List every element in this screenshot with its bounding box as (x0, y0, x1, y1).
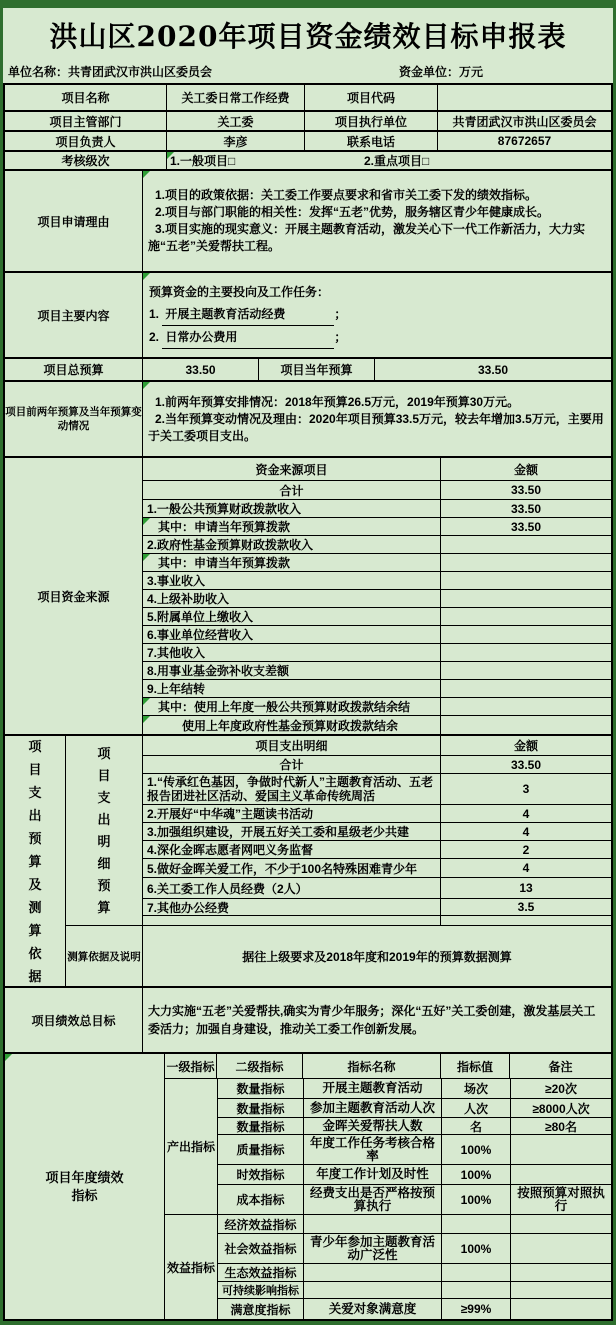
indicator-name: 金晖关爱帮扶人数 (304, 1118, 442, 1134)
grade-option-general-checkbox[interactable]: 1.一般项目□ (170, 154, 236, 168)
apply-reason-label: 项目申请理由 (5, 171, 143, 271)
dept-label: 项目主管部门 (5, 112, 167, 130)
indicator-row (218, 1185, 611, 1215)
funding-item: 使用上年度政府性基金预算财政拨款结余 (143, 716, 441, 734)
indicator-name: 开展主题教育活动 (304, 1079, 442, 1098)
expenditure-inner-label: 项目支出明细预算 (66, 736, 142, 926)
funding-label: 项目资金来源 (5, 458, 143, 734)
funding-amount: 33.50 (510, 483, 542, 497)
main-content-item1-text: 开展主题教育活动经费 (162, 303, 334, 326)
indicator-l2: 数量指标 (218, 1099, 304, 1117)
funding-row (143, 716, 611, 734)
expenditure-table (143, 736, 611, 926)
apply-reason-content (143, 171, 611, 271)
indicator-note (511, 1215, 611, 1233)
row-leader (5, 132, 611, 152)
overall-goal-label: 项目绩效总目标 (5, 988, 143, 1052)
expenditure-row (143, 774, 611, 805)
indicator-name (304, 1264, 442, 1281)
funding-amount: 33.50 (510, 519, 542, 534)
indicators-col-l2: 二级指标 (217, 1054, 303, 1078)
indicator-l2: 数量指标 (218, 1079, 304, 1098)
indicators-header (165, 1054, 611, 1079)
expenditure-row (143, 805, 611, 823)
indicator-note: ≥8000人次 (532, 1101, 590, 1116)
expenditure-item: 4.深化金晖志愿者网吧义务监督 (143, 841, 441, 858)
indicator-l2: 时效指标 (218, 1165, 304, 1184)
funding-amount (441, 698, 611, 715)
grade-options (167, 152, 611, 169)
indicator-row (218, 1264, 611, 1282)
funding-row (143, 554, 611, 572)
prev-budget-label: 项目前两年预算及当年预算变动情况 (5, 382, 143, 456)
funding-row (143, 572, 611, 590)
expenditure-item: 1.“传承红色基因，争做时代新人”主题教育活动、五老报告团进社区活动、爱国主义革命传统周活 (143, 774, 441, 804)
cell-marker-icon (5, 1054, 12, 1061)
exec-unit-value: 共青团武汉市洪山区委员会 (452, 114, 597, 129)
funding-amount (441, 716, 611, 734)
indicator-value: 100% (442, 1165, 511, 1184)
cell-marker-icon (143, 554, 150, 561)
expenditure-amount: 2 (522, 842, 530, 857)
indicator-note (511, 1264, 611, 1281)
indicator-name (304, 1282, 442, 1298)
expenditure-header (143, 736, 611, 756)
funding-item: 其中：申请当年预算拨款 (143, 518, 441, 535)
indicators-label: 项目年度绩效指标 (5, 1054, 165, 1319)
funding-amount (441, 536, 611, 553)
indicator-row (218, 1118, 611, 1135)
funding-item: 其中：使用上年度一般公共预算财政拨款结余结 (143, 698, 441, 715)
funding-item: 3.事业收入 (143, 572, 441, 589)
indicators-group-col (165, 1079, 218, 1319)
overall-goal-content: 大力实施“五老”关爱帮扶,确实为青少年服务；深化“五好”关工委创建，激发基层关工委活力；加强自身建设，推动关工委工作创新发展。 (148, 1004, 596, 1036)
expenditure-amount: 4 (522, 861, 530, 875)
reason-line: 1.项目的政策依据：关工委工作要点要求和省市关工委下发的绩效指标。 (155, 188, 538, 202)
indicators-body (165, 1079, 611, 1319)
indicator-row (218, 1299, 611, 1319)
total-budget-value: 33.50 (143, 359, 259, 380)
indicator-name (304, 1215, 442, 1233)
main-content-item2-text: 日常办公费用 (162, 326, 334, 349)
funding-amount (441, 626, 611, 643)
funding-item: 6.事业单位经营收入 (143, 626, 441, 643)
expenditure-item: 2.开展好“中华魂”主题读书活动 (143, 805, 441, 822)
indicator-note: ≥20次 (545, 1082, 577, 1096)
basis-label: 测算依据及说明 (67, 950, 141, 963)
indicator-note (511, 1135, 611, 1164)
indicator-l2: 社会效益指标 (218, 1234, 304, 1263)
indicators-rows (218, 1079, 611, 1319)
indicator-value: ≥99% (442, 1299, 511, 1319)
funding-item: 1.一般公共预算财政拨款收入 (143, 500, 441, 517)
indicators-col-l1: 一级指标 (165, 1054, 217, 1078)
year-budget-value: 33.50 (477, 362, 509, 377)
indicator-name: 年度工作计划及时性 (304, 1165, 442, 1184)
grade-label: 考核级次 (5, 152, 167, 169)
indicator-name: 关爱对象满意度 (304, 1299, 442, 1319)
project-code-value (438, 85, 611, 110)
unit-info-row (3, 62, 613, 83)
funding-amount (441, 590, 611, 607)
leader-value: 李彦 (167, 132, 305, 150)
cell-marker-icon (143, 171, 150, 178)
funding-table (143, 458, 611, 734)
funding-amount (441, 680, 611, 697)
indicator-l2: 成本指标 (218, 1185, 304, 1214)
funding-col-amount: 金额 (513, 462, 538, 477)
indicator-l2: 可持续影响指标 (218, 1282, 304, 1298)
row-total-budget (5, 359, 611, 382)
project-name-value: 关工委日常工作经费 (167, 85, 305, 110)
exec-unit-label: 项目执行单位 (305, 112, 438, 130)
funding-row (143, 662, 611, 680)
indicator-note: 按照预算对照执行 (517, 1185, 605, 1213)
expenditure-amount: 13 (519, 881, 533, 895)
indicator-l2: 数量指标 (218, 1118, 304, 1134)
indicator-note (511, 1165, 611, 1184)
fund-unit-label: 资金单位：万元 (399, 65, 484, 79)
project-name-label: 项目名称 (5, 85, 167, 110)
indicators-table (165, 1054, 611, 1319)
form-table (3, 83, 613, 1321)
basis-text: 据往上级要求及2018年度和2019年的预算数据测算 (242, 949, 512, 964)
indicator-name: 参加主题教育活动人次 (304, 1099, 442, 1117)
cell-marker-icon (143, 716, 150, 723)
dept-value: 关工委 (167, 112, 305, 130)
reason-line: 2.项目与部门职能的相关性：发挥“五老”优势，服务辖区青少年健康成长。 (155, 205, 550, 219)
phone-value: 87672657 (497, 134, 552, 148)
unit-name-label: 单位名称：共青团武汉市洪山区委员会 (8, 65, 213, 79)
row-project-name (5, 85, 611, 112)
reason-line: 3.项目实施的现实意义：开展主题教育活动，激发关心下一代工作新活力，大力实施“五老”关爱帮扶工程。 (148, 222, 586, 253)
funding-item: 2.政府性基金预算财政拨款收入 (143, 536, 441, 553)
indicators-col-value: 指标值 (441, 1054, 510, 1078)
funding-item: 7.其他收入 (143, 644, 441, 661)
expenditure-amount: 3.5 (517, 900, 535, 914)
funding-row (143, 500, 611, 518)
funding-row (143, 644, 611, 662)
indicator-l2: 经济效益指标 (218, 1215, 304, 1233)
group-benefit: 效益指标 (166, 1260, 215, 1275)
row-dept (5, 112, 611, 132)
expenditure-total-row (143, 756, 611, 774)
indicator-row (218, 1234, 611, 1264)
expenditure-amount: 4 (522, 824, 530, 839)
group-output: 产出指标 (165, 1079, 217, 1215)
row-main-content (5, 273, 611, 359)
prev-budget-line: 2.当年预算变动情况及理由：2020年项目预算33.5万元，较去年增加3.5万元，主要用于关工委项目支出。 (148, 411, 604, 443)
indicators-col-name: 指标名称 (303, 1054, 441, 1078)
funding-amount (441, 572, 611, 589)
indicator-row (218, 1099, 611, 1118)
indicator-value (442, 1282, 511, 1298)
funding-amount (441, 554, 611, 571)
cell-marker-icon (143, 382, 150, 389)
funding-amount (441, 662, 611, 679)
funding-item: 合计 (143, 481, 441, 499)
expenditure-amount: 4 (522, 806, 530, 821)
expenditure-item: 5.做好金晖关爱工作，不少于100名特殊困难青少年 (143, 859, 441, 877)
funding-row (143, 518, 611, 536)
indicator-note (511, 1299, 611, 1319)
phone-label: 联系电话 (305, 132, 438, 150)
indicator-l2: 满意度指标 (218, 1299, 304, 1319)
funding-amount (441, 644, 611, 661)
expenditure-total-label: 合计 (143, 756, 441, 773)
funding-row (143, 481, 611, 500)
expenditure-col-amount: 金额 (513, 739, 538, 753)
cell-marker-icon (143, 273, 150, 280)
indicator-note (511, 1282, 611, 1298)
funding-item: 4.上级补助收入 (143, 590, 441, 607)
expenditure-total-value: 33.50 (510, 757, 542, 772)
indicator-value: 人次 (442, 1099, 511, 1117)
funding-row (143, 698, 611, 716)
funding-col-item: 资金来源项目 (143, 458, 441, 480)
grade-option-key-checkbox[interactable]: 2.重点项目□ (364, 154, 430, 168)
page-title: 洪山区2020年项目资金绩效目标申报表 (49, 20, 567, 53)
indicator-value: 100% (442, 1234, 511, 1263)
project-code-label: 项目代码 (305, 85, 438, 110)
row-prev-budget (5, 382, 611, 458)
funding-row (143, 590, 611, 608)
indicator-row (218, 1079, 611, 1099)
main-content-label: 项目主要内容 (5, 273, 143, 357)
funding-header (143, 458, 611, 481)
funding-item: 5.附属单位上缴收入 (143, 608, 441, 625)
expenditure-item: 7.其他办公经费 (143, 899, 441, 915)
expenditure-item (143, 916, 441, 925)
indicator-value: 场次 (442, 1079, 511, 1098)
funding-amount (441, 608, 611, 625)
expenditure-row (143, 899, 611, 916)
funding-item: 9.上年结转 (143, 680, 441, 697)
row-funding-source (5, 458, 611, 736)
expenditure-item: 6.关工委工作人员经费（2人） (143, 878, 441, 898)
expenditure-amount: 3 (522, 782, 530, 796)
funding-amount: 33.50 (510, 501, 542, 516)
expenditure-amount (441, 916, 611, 925)
row-apply-reason (5, 171, 611, 273)
expenditure-row (143, 823, 611, 841)
indicator-value: 100% (442, 1185, 511, 1214)
cell-marker-icon (143, 698, 150, 705)
expenditure-right-col (143, 736, 611, 986)
indicator-name: 青少年参加主题教育活动广泛性 (304, 1234, 442, 1263)
indicator-name: 经费支出是否严格按预算执行 (304, 1185, 442, 1214)
indicators-col-note: 备注 (548, 1059, 573, 1074)
expenditure-outer-label: 项目支出预算及测算依据 (5, 736, 66, 986)
main-content-body (143, 273, 611, 357)
indicator-value: 名 (442, 1118, 511, 1134)
funding-row (143, 608, 611, 626)
indicator-l2: 生态效益指标 (218, 1264, 304, 1281)
prev-budget-content (143, 382, 611, 456)
leader-label: 项目负责人 (5, 132, 167, 150)
main-content-intro: 预算资金的主要投向及工作任务： (149, 285, 330, 299)
indicator-note (511, 1234, 611, 1263)
prev-budget-line: 1.前两年预算安排情况：2018年预算26.5万元，2019年预算30万元。 (155, 394, 520, 409)
indicator-row (218, 1135, 611, 1165)
main-content-item1: 1. 开展主题教育活动经费 ； (149, 303, 605, 326)
year-budget-label: 项目当年预算 (259, 359, 375, 380)
indicator-row (218, 1282, 611, 1299)
expenditure-col-item: 项目支出明细 (143, 736, 441, 755)
main-content-item2: 2. 日常办公费用 ； (149, 326, 605, 349)
indicator-l2: 质量指标 (218, 1135, 304, 1164)
cell-marker-icon (143, 518, 150, 525)
expenditure-row (143, 916, 611, 925)
cell-marker-icon (167, 152, 174, 159)
indicator-name: 年度工作任务考核合格率 (304, 1135, 442, 1164)
expenditure-item: 3.加强组织建设，开展五好关工委和星级老少共建 (143, 823, 441, 840)
total-budget-label: 项目总预算 (5, 359, 143, 380)
indicator-row (218, 1165, 611, 1185)
indicator-value: 100% (442, 1135, 511, 1164)
funding-row (143, 536, 611, 554)
indicator-value (442, 1215, 511, 1233)
funding-item: 8.用事业基金弥补收支差额 (143, 662, 441, 679)
indicator-row (218, 1215, 611, 1234)
indicator-value (442, 1264, 511, 1281)
spreadsheet (3, 8, 613, 1321)
row-grade (5, 152, 611, 171)
expenditure-mid-col (66, 736, 143, 986)
row-expenditure (5, 736, 611, 988)
row-annual-indicators (5, 1054, 611, 1319)
expenditure-row (143, 878, 611, 899)
expenditure-row (143, 841, 611, 859)
funding-item: 其中：申请当年预算拨款 (143, 554, 441, 571)
funding-row (143, 626, 611, 644)
funding-row (143, 680, 611, 698)
row-overall-goal (5, 988, 611, 1054)
indicator-note: ≥80名 (545, 1119, 577, 1134)
expenditure-row (143, 859, 611, 878)
